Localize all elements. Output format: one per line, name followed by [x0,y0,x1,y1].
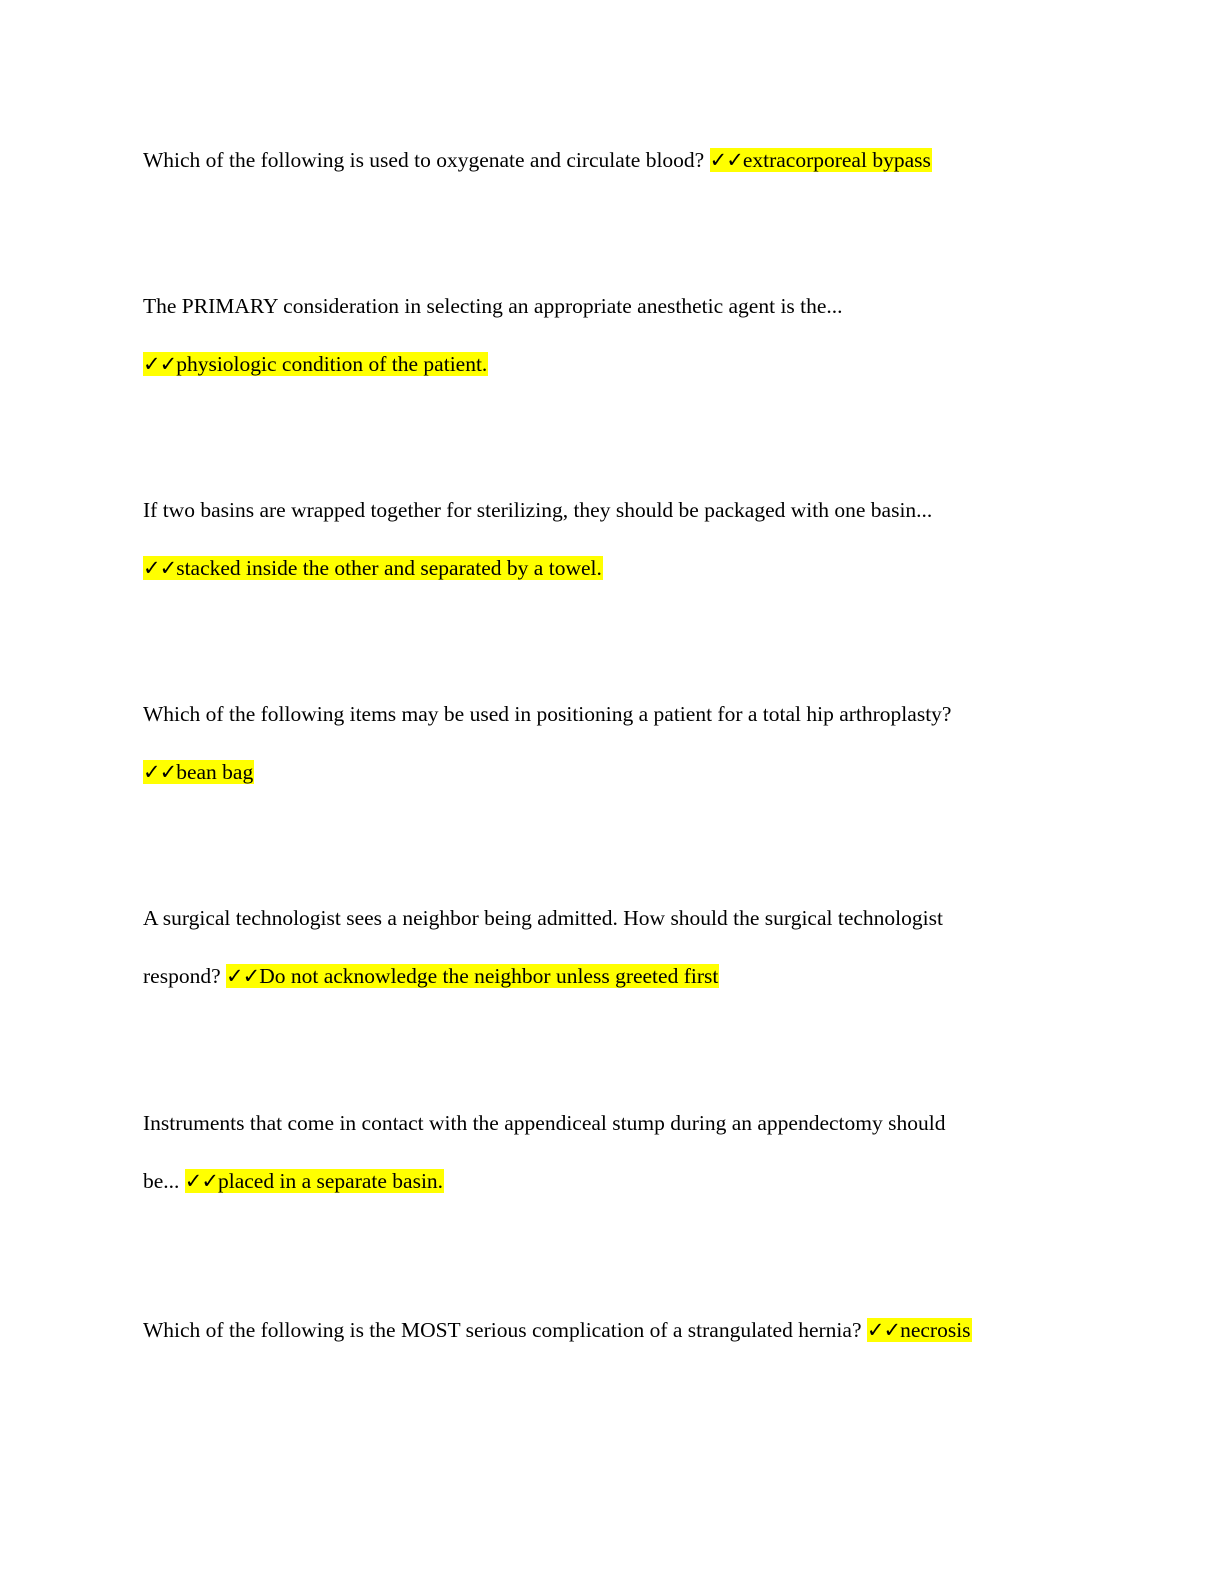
double-check-icon: ✓✓ [143,352,177,376]
qa-item-5-question-line-1 [143,901,943,935]
question-text: Which of the following items may be used in positioning a patient for a total hip arthroplasty? [143,702,952,726]
answer-text: stacked inside the other and separated by a towel. [176,556,602,580]
question-text: Which of the following is the MOST serious complication of a strangulated hernia? [143,1318,862,1342]
answer-highlight [185,1169,444,1193]
double-check-icon: ✓✓ [184,1169,218,1193]
answer-text: extracorporeal bypass [742,148,931,172]
answer-text: necrosis [900,1318,971,1342]
double-check-icon: ✓✓ [143,556,177,580]
question-text: A surgical technologist sees a neighbor being admitted. How should the surgical technologist [143,906,943,930]
double-check-icon: ✓✓ [226,964,260,988]
question-text: Which of the following is used to oxygenate and circulate blood? [143,148,705,172]
answer-text: Do not acknowledge the neighbor unless greeted first [259,964,719,988]
question-text: be... [143,1169,180,1193]
answer-highlight [143,352,488,376]
qa-item-2-answer [143,347,488,381]
answer-highlight [143,556,603,580]
question-text: The PRIMARY consideration in selecting an appropriate anesthetic agent is the... [143,294,843,318]
answer-text: placed in a separate basin. [218,1169,444,1193]
answer-highlight [867,1318,972,1342]
qa-item-3-answer [143,551,603,585]
qa-item-6-question-line-1 [143,1106,945,1140]
qa-item-5-question-line-2 [143,959,719,993]
double-check-icon: ✓✓ [709,148,743,172]
question-text: If two basins are wrapped together for sterilizing, they should be packaged with one basin... [143,498,933,522]
qa-item-6-question-line-2 [143,1164,444,1198]
question-text: respond? [143,964,221,988]
answer-highlight [143,760,254,784]
double-check-icon: ✓✓ [866,1318,901,1342]
double-check-icon: ✓✓ [143,760,177,784]
qa-item-7 [143,1313,972,1347]
qa-item-2-question [143,289,843,323]
answer-highlight [710,148,932,172]
answer-text: physiologic condition of the patient. [176,352,488,376]
qa-item-4-question [143,697,951,731]
answer-highlight [226,964,719,988]
answer-text: bean bag [176,760,254,784]
question-text: Instruments that come in contact with the appendiceal stump during an appendectomy should [143,1111,946,1135]
qa-item-4-answer [143,755,254,789]
qa-item-3-question [143,493,932,527]
qa-item-1 [143,143,932,177]
